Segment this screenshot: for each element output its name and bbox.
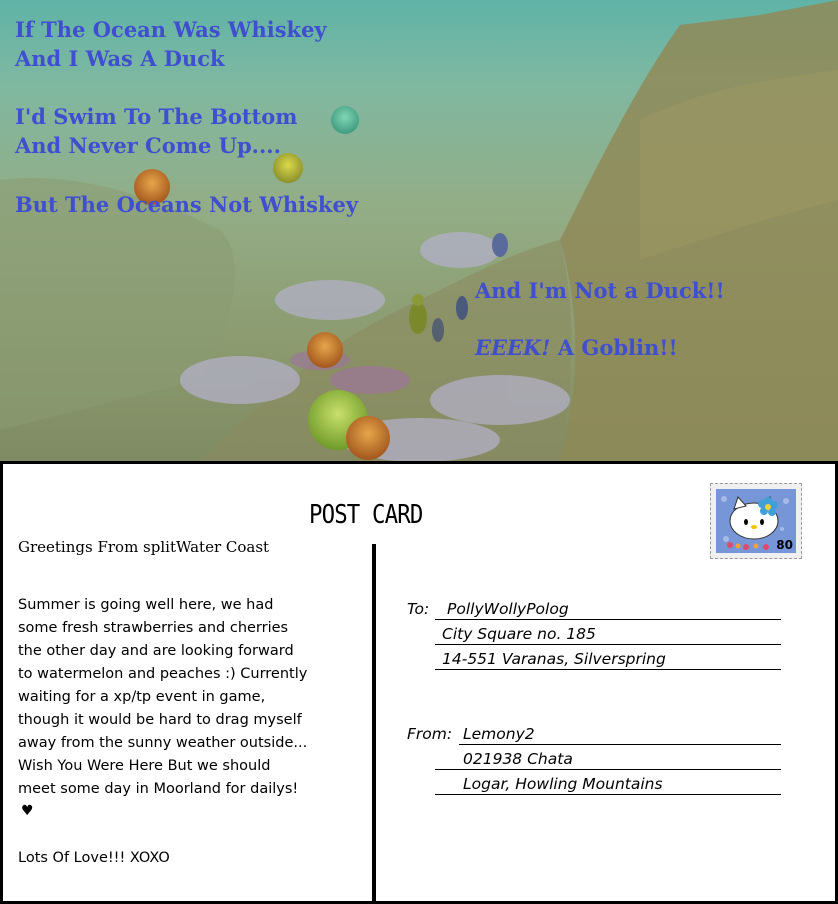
poem-line-2: And I Was A Duck (15, 46, 225, 71)
to-line-2: City Square no. 185 (442, 625, 596, 643)
postcard-message (18, 594, 348, 801)
poem-line-6: And I'm Not a Duck!! (475, 278, 725, 303)
poem-exclamation: EEEK! (475, 335, 551, 360)
to-label: To: (407, 600, 430, 618)
poem-line-5: But The Oceans Not Whiskey (15, 192, 359, 217)
message-line: to watermelon and peaches :) Currently (18, 666, 308, 682)
signoff: Lots Of Love!!! XOXO (18, 850, 170, 866)
message-line: away from the sunny weather outside... (18, 735, 308, 751)
message-line: though it would be hard to drag myself (18, 712, 302, 728)
to-line-3: 14-551 Varanas, Silverspring (442, 650, 666, 668)
postcard (0, 461, 838, 904)
postage-stamp (710, 483, 802, 559)
greeting-heading: Greetings From splitWater Coast (18, 538, 270, 556)
poem-line-1: If The Ocean Was Whiskey (15, 17, 327, 42)
address-line (459, 744, 781, 745)
poem-line-3: I'd Swim To The Bottom (15, 104, 298, 129)
stamp-value: 80 (776, 538, 793, 552)
poem-line-7 (475, 333, 678, 362)
postcard-title: POST CARD (309, 500, 423, 530)
message-line: waiting for a xp/tp event in game, (18, 689, 266, 705)
poem-line-7-rest: A Goblin!! (550, 335, 678, 360)
address-line (435, 794, 781, 795)
message-line: Wish You Were Here But we should (18, 758, 271, 774)
message-line: the other day and are looking forward (18, 643, 294, 659)
from-line-3: Logar, Howling Mountains (463, 775, 663, 793)
address-line (435, 619, 781, 620)
from-line-2: 021938 Chata (463, 750, 573, 768)
from-name: Lemony2 (463, 725, 535, 743)
to-name: PollyWollyPolog (447, 600, 569, 618)
address-line (435, 769, 781, 770)
address-line (435, 644, 781, 645)
poem-line-4: And Never Come Up.... (15, 133, 281, 158)
message-line: meet some day in Moorland for dailys! (18, 781, 299, 797)
message-line: some fresh strawberries and cherries (18, 620, 289, 636)
address-line (435, 669, 781, 670)
card-divider (372, 544, 376, 901)
message-line: Summer is going well here, we had (18, 597, 274, 613)
from-label: From: (407, 725, 453, 743)
hello-kitty-stamp-icon (716, 489, 796, 553)
heart-icon: ♥ (21, 803, 34, 819)
